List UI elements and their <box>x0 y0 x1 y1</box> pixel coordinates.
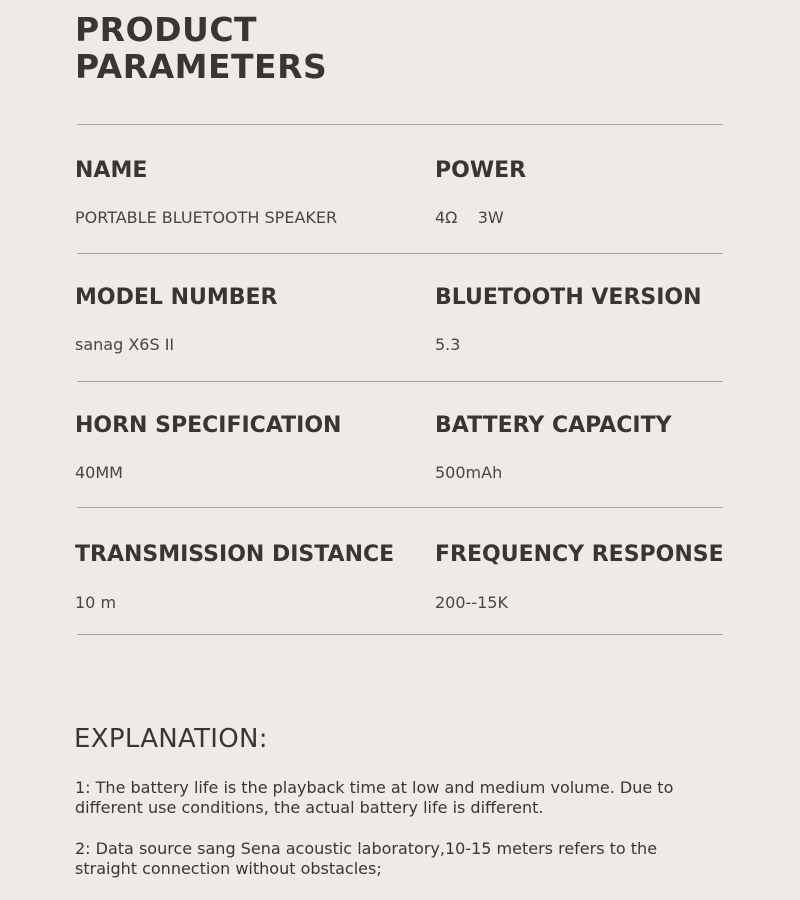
param-value-horn-specification: 40MM <box>75 463 123 482</box>
divider <box>77 634 723 635</box>
param-value-power: 4Ω 3W <box>435 208 504 227</box>
divider <box>77 253 723 254</box>
divider <box>77 507 723 508</box>
param-label-bluetooth-version: BLUETOOTH VERSION <box>435 285 702 310</box>
title-line-1: PRODUCT <box>75 10 258 49</box>
param-value-transmission-distance: 10 m <box>75 593 117 612</box>
param-label-battery-capacity: BATTERY CAPACITY <box>435 413 672 438</box>
title-line-2: PARAMETERS <box>75 47 328 86</box>
param-value-bluetooth-version: 5.3 <box>435 335 461 354</box>
explanation-note-1: 1: The battery life is the playback time at low and medium volume. Due to different use conditions, the actual battery life is different. <box>75 778 674 817</box>
explanation-heading: EXPLANATION: <box>74 724 268 754</box>
param-label-horn-specification: HORN SPECIFICATION <box>75 413 342 438</box>
explanation-note-2: 2: Data source sang Sena acoustic laboratory,10-15 meters refers to the straight connection without obstacles; <box>75 839 658 878</box>
divider <box>77 124 723 125</box>
param-value-frequency-response: 200--15K <box>435 593 508 612</box>
divider <box>77 381 723 382</box>
param-value-name: PORTABLE BLUETOOTH SPEAKER <box>75 208 338 227</box>
param-label-name: NAME <box>75 158 148 183</box>
param-label-model-number: MODEL NUMBER <box>75 285 278 310</box>
param-label-frequency-response: FREQUENCY RESPONSE <box>435 542 724 567</box>
param-value-model-number: sanag X6S II <box>75 335 175 354</box>
param-label-power: POWER <box>435 158 527 183</box>
param-value-battery-capacity: 500mAh <box>435 463 503 482</box>
param-label-transmission-distance: TRANSMISSION DISTANCE <box>75 542 395 567</box>
